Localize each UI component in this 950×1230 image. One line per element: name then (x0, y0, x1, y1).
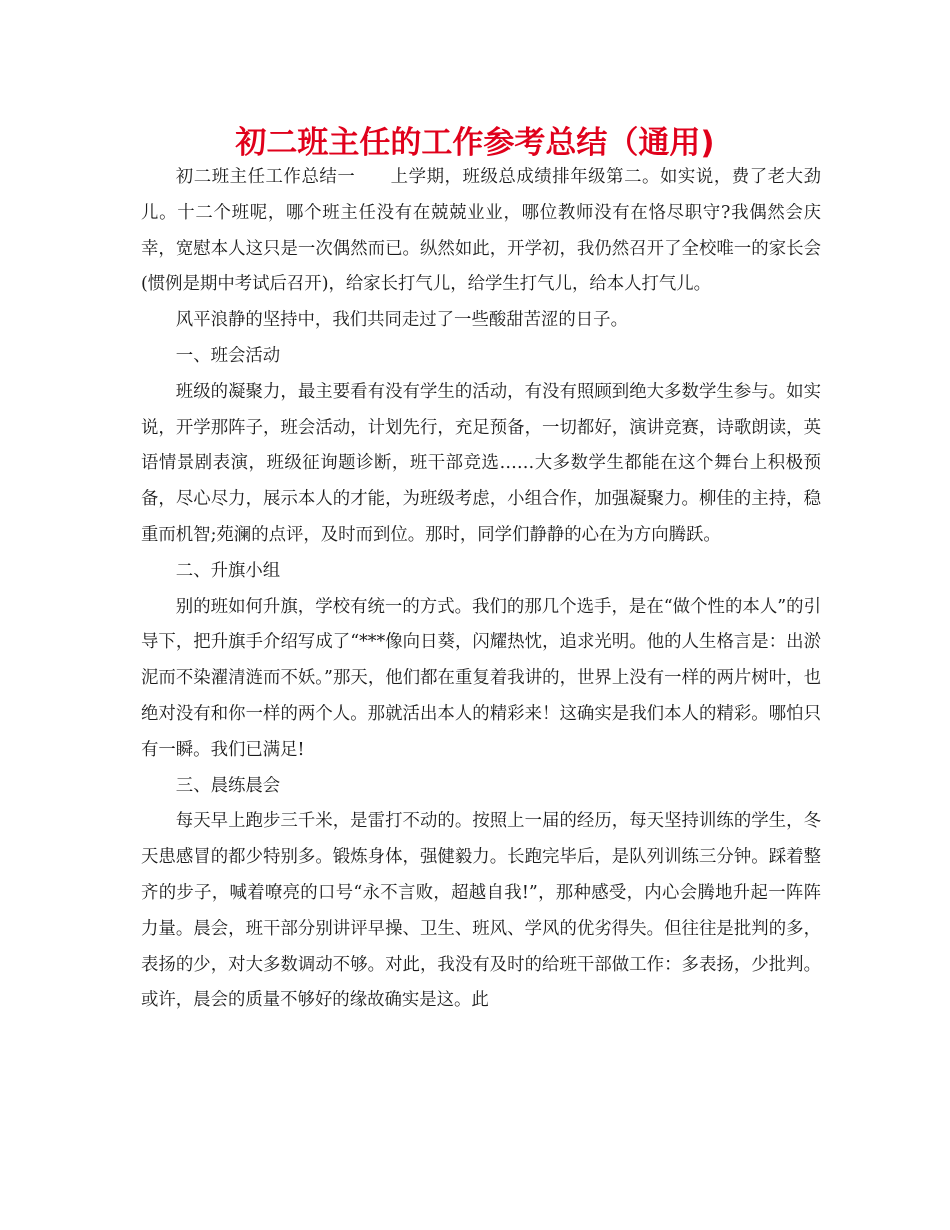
paragraph-transition: 风平浪静的坚持中，我们共同走过了一些酸甜苦涩的日子。 (175, 310, 628, 331)
section-heading-morning-exercise: 三、晨练晨会 (175, 775, 281, 796)
section-heading-flag-raising: 二、升旗小组 (175, 560, 281, 581)
document-body (141, 160, 821, 1019)
paragraph-morning-exercise: 每天早上跑步三千米，是雷打不动的。按照上一届的经历，每天坚持训练的学生，冬天患感冒的都少特别多。锻炼身体，强健毅力。长跑完毕后，是队列训练三分钟。踩着整齐的步子，喊着嘹亮的口号“永不言败，超越自我!”，那种感受，内心会腾地升起一阵阵力量。晨会，班干部分别讲评早操、卫生、班风、学风的优劣得失。但往往是批判的多，表扬的少，对大多数调动不够。对此，我没有及时的给班干部做工作：多表扬，少批判。或许，晨会的质量不够好的缘故确实是这。此 (141, 811, 821, 1011)
paragraph-text: 上学期，班级总成绩排年级第二。如实说，费了老大劲儿。十二个班呢，哪个班主任没有在兢兢业业，哪位教师没有在恪尽职守?我偶然会庆幸，宽慰本人这只是一次偶然而已。纵然如此，开学初，我仍然召开了全校唯一的家长会(惯例是期中考试后召开)，给家长打气儿，给学生打气儿，给本人打气儿。 (141, 167, 821, 295)
section-heading-class-meeting: 一、班会活动 (175, 345, 281, 366)
paragraph-flag-raising: 别的班如何升旗，学校有统一的方式。我们的那几个选手，是在“做个性的本人”的引导下，把升旗手介绍写成了“***像向日葵，闪耀热忱，追求光明。他的人生格言是：出淤泥而不染濯清涟而不妖。”那天，他们都在重复着我讲的，世界上没有一样的两片树叶，也绝对没有和你一样的两个人。那就活出本人的精彩来！这确实是我们本人的精彩。哪怕只有一瞬。我们已满足! (141, 596, 821, 760)
document-title: 初二班主任的工作参考总结（通用) (235, 125, 715, 161)
paragraph-intro (141, 160, 821, 303)
paragraph-class-meeting: 班级的凝聚力，最主要看有没有学生的活动，有没有照顾到绝大多数学生参与。如实说，开学那阵子，班会活动，计划先行，充足预备，一切都好，演讲竞赛，诗歌朗读，英语情景剧表演，班级征询题诊断，班干部竞选……大多数学生都能在这个舞台上积极预备，尽心尽力，展示本人的才能，为班级考虑，小组合作，加强凝聚力。柳佳的主持，稳重而机智;苑澜的点评，及时而到位。那时，同学们静静的心在为方向腾跃。 (141, 381, 821, 545)
paragraph-lead: 初二班主任工作总结一 (175, 167, 356, 187)
